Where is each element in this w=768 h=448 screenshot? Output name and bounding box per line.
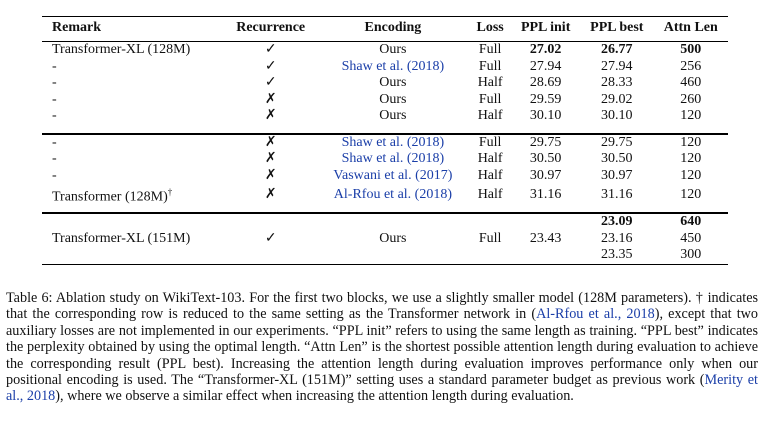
cell-ppl-best: 23.35: [601, 247, 633, 263]
cell-remark: -: [52, 75, 57, 90]
remark-text: Transformer (128M): [52, 189, 168, 205]
cell-attn-len: 120: [680, 186, 702, 202]
cell-encoding: Ours: [379, 75, 407, 90]
cell-remark: -: [52, 108, 57, 123]
cell-recurrence: ✗: [264, 91, 277, 107]
citation-link-al-rfou[interactable]: Al-Rfou et al., 2018: [536, 306, 655, 323]
block-spacer: [42, 206, 728, 213]
col-header-recurrence: Recurrence: [236, 19, 306, 35]
table-row: [42, 59, 728, 76]
cell-attn-len: 120: [654, 134, 728, 152]
cell-ppl-best: 30.50: [601, 151, 633, 166]
cell-attn-len: 460: [680, 75, 702, 90]
ablation-table-container: [42, 16, 728, 265]
table-header-row: [42, 17, 728, 42]
table-row: [42, 42, 728, 59]
cell-ppl-best: 28.33: [601, 75, 633, 90]
cell-attn-len: 120: [680, 108, 702, 123]
table-row: [42, 151, 728, 168]
cell-remark: -: [52, 91, 57, 107]
cell-ppl-init: 29.75: [511, 134, 580, 152]
cell-recurrence: ✗: [264, 186, 277, 202]
cell-remark: Transformer-XL (151M): [42, 213, 225, 264]
cell-ppl-best: 31.16: [601, 186, 633, 202]
col-header-attn-len: Attn Len: [663, 19, 718, 35]
cell-recurrence: ✓: [264, 58, 277, 74]
table-row: [42, 134, 728, 152]
cell-ppl-best: 30.10: [601, 108, 633, 123]
cell-ppl-init: 28.69: [529, 75, 562, 90]
table-row: [42, 75, 728, 92]
cell-loss: Full: [478, 42, 502, 57]
cell-attn-len: 260: [680, 91, 702, 107]
cell-encoding-citation-link[interactable]: Shaw et al. (2018): [341, 58, 445, 74]
cell-recurrence: ✓: [264, 75, 277, 90]
cell-recurrence: ✗: [225, 134, 317, 152]
cell-ppl-best: 29.02: [601, 91, 633, 107]
dagger-mark: †: [167, 187, 173, 197]
cell-remark: -: [52, 151, 57, 166]
cell-loss: Half: [477, 108, 503, 123]
cell-remark: -: [42, 134, 225, 152]
cell-ppl-best: 23.09: [580, 213, 653, 231]
cell-encoding-citation-link[interactable]: Shaw et al. (2018): [317, 134, 469, 152]
caption-text-4: ), where we observe a similar effect when increasing the attention length during evaluation.: [55, 388, 574, 405]
cell-loss: Full: [469, 213, 511, 264]
col-header-loss: Loss: [476, 19, 504, 35]
table-caption: [6, 290, 758, 405]
cell-ppl-init: 23.43: [511, 213, 580, 264]
cell-remark: Transformer-XL (128M): [52, 42, 191, 57]
table-body: [42, 42, 728, 265]
cell-ppl-init: 30.97: [529, 167, 562, 183]
cell-encoding-citation-link[interactable]: Shaw et al. (2018): [341, 151, 445, 166]
cell-ppl-init: 27.02: [529, 42, 562, 57]
cell-attn-len: 120: [680, 151, 702, 166]
cell-loss: Half: [477, 75, 503, 90]
cell-ppl-init: 31.16: [529, 186, 562, 202]
cell-encoding: Ours: [379, 108, 407, 123]
caption-text-2: † indicates that the corresponding row is reduced to the same setting as the Transformer network in (: [6, 290, 759, 323]
citation-link-merity[interactable]: Merity et al., 2018: [6, 372, 758, 405]
col-header-remark: Remark: [52, 19, 101, 35]
cell-recurrence: ✗: [264, 108, 277, 123]
cell-recurrence: ✗: [264, 167, 277, 183]
caption-text-3: ), except that two auxiliary losses are not implemented in our experiments. “PPL init” refers to using the same length as training. “PPL best” indicates the perplexity obtained by using the optimal length. “Attn Len” is the shortest possible attention length during evaluation to achieve the corresponding result (PPL best). Increasing the attention length during evaluation improves performance only when our positional encoding is used. The “Transformer-XL (151M)” setting uses a standard parameter budget as previous work (: [6, 306, 758, 389]
cell-encoding: Ours: [317, 213, 469, 264]
cell-loss: Full: [469, 134, 511, 152]
cell-attn-len: 450: [680, 230, 702, 246]
cell-attn-len: 256: [680, 58, 702, 74]
cell-ppl-best: 23.16: [601, 230, 633, 246]
cell-ppl-best: 30.97: [601, 167, 633, 183]
cell-ppl-init: 27.94: [529, 58, 562, 74]
cell-attn-len: 300: [680, 247, 702, 263]
cell-attn-len: 500: [680, 42, 702, 57]
table-row: [42, 168, 728, 185]
cell-recurrence: ✓: [264, 42, 277, 57]
cell-loss: Full: [478, 58, 502, 74]
caption-text-1: Table 6: Ablation study on WikiText-103. For the first two blocks, we use a slightly smaller model (128M parameters).: [6, 290, 692, 306]
ablation-table: [42, 16, 728, 265]
table-row: [42, 213, 728, 231]
cell-ppl-best: 27.94: [601, 58, 633, 74]
cell-attn-len: 120: [680, 167, 702, 183]
cell-recurrence: ✗: [264, 151, 277, 166]
cell-ppl-best: 29.75: [580, 134, 653, 152]
cell-loss: Half: [477, 186, 503, 202]
col-header-encoding: Encoding: [364, 19, 422, 35]
cell-ppl-init: 30.50: [529, 151, 562, 166]
col-header-ppl-init: PPL init: [520, 19, 571, 35]
cell-remark: [42, 184, 225, 206]
cell-ppl-init: 29.59: [529, 91, 562, 107]
cell-encoding: Ours: [379, 42, 407, 57]
cell-encoding: Ours: [379, 91, 407, 107]
cell-loss: Full: [478, 91, 502, 107]
cell-loss: Half: [477, 151, 503, 166]
table-row: [42, 92, 728, 109]
table-row: [42, 108, 728, 125]
cell-remark: -: [52, 167, 57, 183]
cell-ppl-best: 26.77: [601, 42, 633, 57]
cell-encoding-citation-link[interactable]: Vaswani et al. (2017): [333, 167, 453, 183]
cell-loss: Half: [477, 167, 503, 183]
cell-encoding-citation-link[interactable]: Al-Rfou et al. (2018): [333, 186, 452, 202]
cell-ppl-init: 30.10: [529, 108, 562, 123]
cell-recurrence: ✓: [225, 213, 317, 264]
table-row: [42, 184, 728, 206]
block-spacer: [42, 125, 728, 134]
cell-attn-len: 640: [654, 213, 728, 231]
cell-remark: -: [52, 58, 57, 74]
col-header-ppl-best: PPL best: [590, 19, 644, 35]
